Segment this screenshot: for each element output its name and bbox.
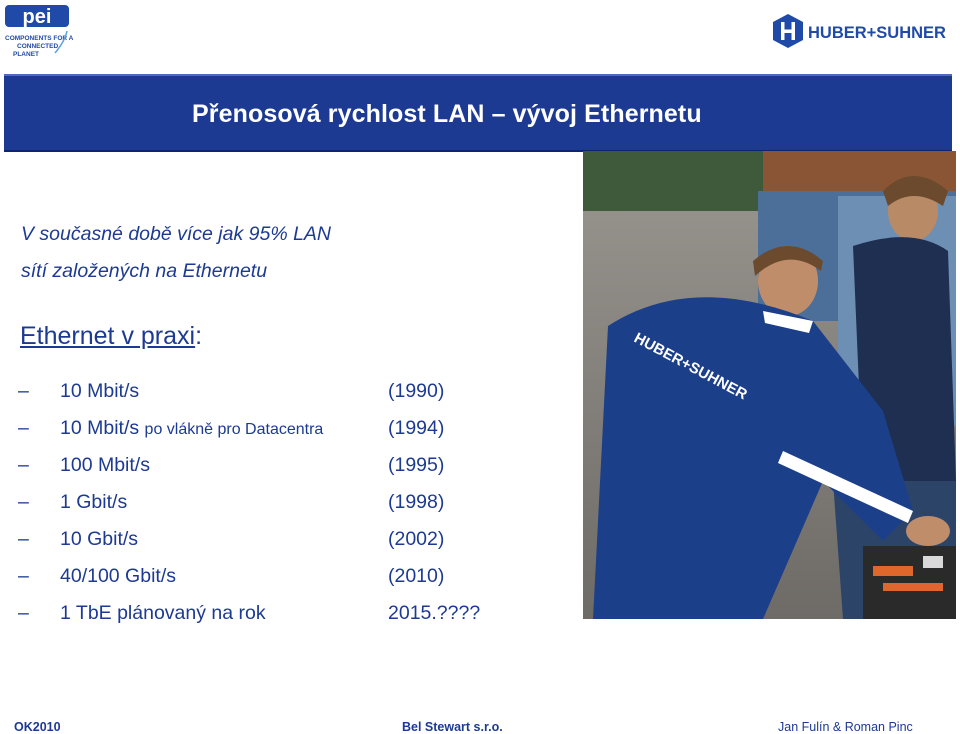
pei-tagline-3: PLANET — [13, 51, 39, 58]
intro-text — [21, 216, 331, 290]
milestone-speed: 10 Mbit/s — [60, 417, 140, 439]
title-banner — [4, 74, 952, 152]
list-dash: – — [18, 454, 29, 476]
pei-tagline-1: COMPONENTS FOR A — [5, 35, 73, 42]
milestone-year: 2015.???? — [388, 602, 481, 624]
list-item — [18, 521, 578, 558]
pei-logo — [3, 3, 73, 59]
page-title: Přenosová rychlost LAN – vývoj Ethernetu — [192, 100, 702, 128]
milestone-year: (1990) — [388, 380, 445, 402]
milestone-speed: 1 Gbit/s — [60, 491, 128, 513]
section-heading-underlined: Ethernet v praxi — [20, 322, 196, 350]
huber-suhner-text: HUBER+SUHNER — [808, 24, 946, 42]
milestone-speed: 1 TbE plánovaný na rok — [60, 602, 266, 624]
milestone-year: (1994) — [388, 417, 445, 439]
ethernet-milestones-list — [18, 373, 578, 632]
section-heading — [20, 322, 202, 351]
intro-line-1: V současné době více jak 95% LAN — [21, 223, 332, 245]
list-item — [18, 595, 578, 632]
list-item — [18, 410, 578, 447]
list-item — [18, 447, 578, 484]
milestone-note: po vlákně pro Datacentra — [144, 421, 324, 438]
technicians-photo — [583, 151, 956, 619]
list-dash: – — [18, 528, 29, 550]
milestone-speed: 10 Mbit/s — [60, 380, 140, 402]
shirt-logo-text: HUBER+SUHNER — [631, 329, 750, 404]
milestone-year: (1995) — [388, 454, 445, 476]
milestone-year: (1998) — [388, 491, 445, 513]
pei-logo-text: pei — [22, 6, 52, 28]
milestone-speed: 40/100 Gbit/s — [60, 565, 176, 587]
milestone-label — [60, 417, 323, 440]
section-heading-suffix: : — [195, 322, 203, 350]
milestone-year: (2010) — [388, 565, 445, 587]
footer-right: Jan Fulín & Roman Pinc — [778, 720, 913, 734]
pei-tagline-2: CONNECTED — [17, 43, 59, 50]
list-dash: – — [18, 491, 29, 513]
milestone-speed: 10 Gbit/s — [60, 528, 139, 550]
list-dash: – — [18, 380, 29, 402]
list-item — [18, 373, 578, 410]
huber-suhner-logo — [770, 12, 955, 52]
footer-center: Bel Stewart s.r.o. — [402, 720, 503, 734]
list-dash: – — [18, 565, 29, 587]
intro-line-2: sítí založených na Ethernetu — [21, 260, 268, 282]
milestone-year: (2002) — [388, 528, 445, 550]
list-dash: – — [18, 602, 29, 624]
list-dash: – — [18, 417, 29, 439]
milestone-speed: 100 Mbit/s — [60, 454, 150, 476]
footer-left: OK2010 — [14, 720, 61, 734]
list-item — [18, 484, 578, 521]
list-item — [18, 558, 578, 595]
